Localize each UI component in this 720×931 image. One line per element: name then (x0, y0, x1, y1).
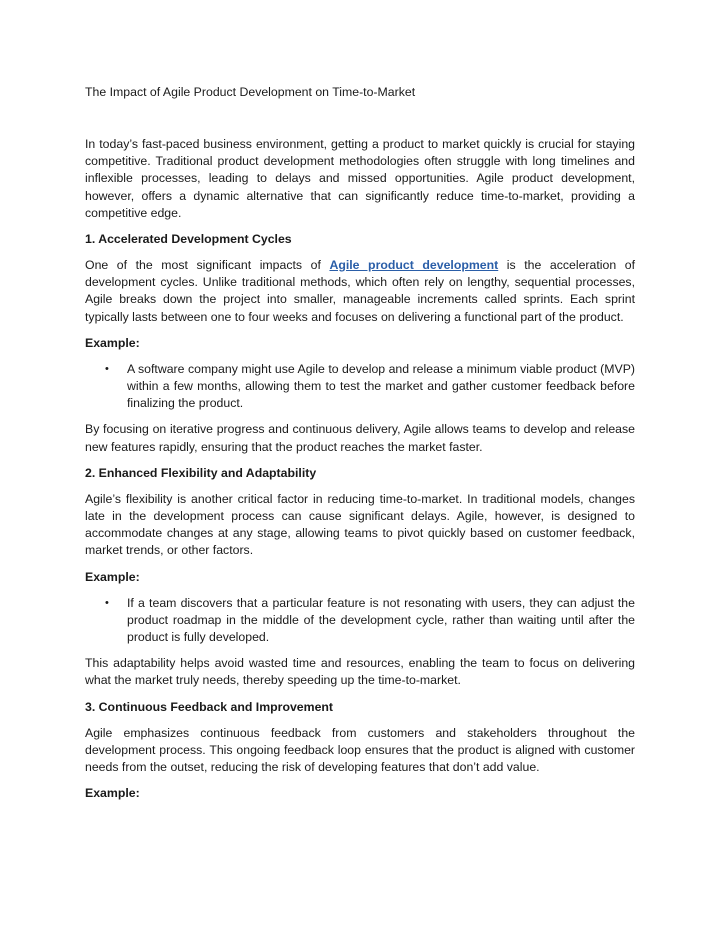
section-1-example-text: A software company might use Agile to develop and release a minimum viable product (MVP) within a few months, allowing them to test the market and gather customer feedback before finalizing the product. (127, 361, 635, 411)
section-3-heading: 3. Continuous Feedback and Improvement (85, 699, 334, 714)
section-2-heading: 2. Enhanced Flexibility and Adaptability (85, 465, 317, 480)
document-title: The Impact of Agile Product Development on Time-to-Market (85, 85, 416, 99)
section-3-paragraph: Agile emphasizes continuous feedback from customers and stakeholders throughout the development process. This ongoing feedback loop ensures that the product is aligned with customer needs from the outset, reducing the risk of developing features that don’t add value. (85, 725, 635, 775)
section-2-closing-paragraph: This adaptability helps avoid wasted time and resources, enabling the team to focus on delivering what the market truly needs, thereby speeding up the time-to-market. (85, 656, 635, 688)
section-2-paragraph: Agile’s flexibility is another critical factor in reducing time-to-market. In traditional models, changes late in the development process can cause significant delays. Agile, however, is designed to accommodate changes at any stage, allowing teams to pivot quickly based on customer feedback, market trends, or other factors. (85, 491, 635, 558)
section-1-text-after-link: is the acceleration of development cycles. Unlike traditional methods, which often rely on lengthy, sequential processes, Agile breaks down the project into smaller, manageable increments called sprints. Each sprint typically lasts between one to four weeks and focuses on delivering a functional part of the product. (85, 258, 635, 324)
section-1-example-label: Example: (85, 335, 140, 350)
section-1-example-list (85, 361, 635, 413)
intro-paragraph: In today’s fast-paced business environment, getting a product to market quickly is crucial for staying competitive. Traditional product development methodologies often struggle with long timelines and inflexible processes, leading to delays and missed opportunities. Agile product development, however, offers a dynamic alternative that can significantly reduce time-to-market, providing a competitive edge. (85, 137, 635, 220)
section-3-example-label: Example: (85, 786, 140, 801)
section-2-example-list (85, 595, 635, 647)
section-1-text-before-link: One of the most significant impacts of (85, 258, 330, 273)
agile-product-development-link[interactable]: Agile product development (329, 258, 499, 273)
document-content (85, 84, 635, 811)
bullet-icon: • (105, 596, 109, 609)
section-1-paragraph (85, 257, 635, 326)
list-item (85, 595, 635, 647)
section-2-example-text: If a team discovers that a particular feature is not resonating with users, they can adjust the product roadmap in the middle of the development cycle, rather than waiting until after the product is fully developed. (127, 595, 635, 645)
section-1-heading: 1. Accelerated Development Cycles (85, 232, 292, 247)
bullet-icon: • (105, 362, 109, 375)
section-2-example-label: Example: (85, 569, 140, 584)
section-1-closing-paragraph: By focusing on iterative progress and continuous delivery, Agile allows teams to develop and release new features rapidly, ensuring that the product reaches the market faster. (85, 422, 635, 454)
list-item (85, 361, 635, 413)
